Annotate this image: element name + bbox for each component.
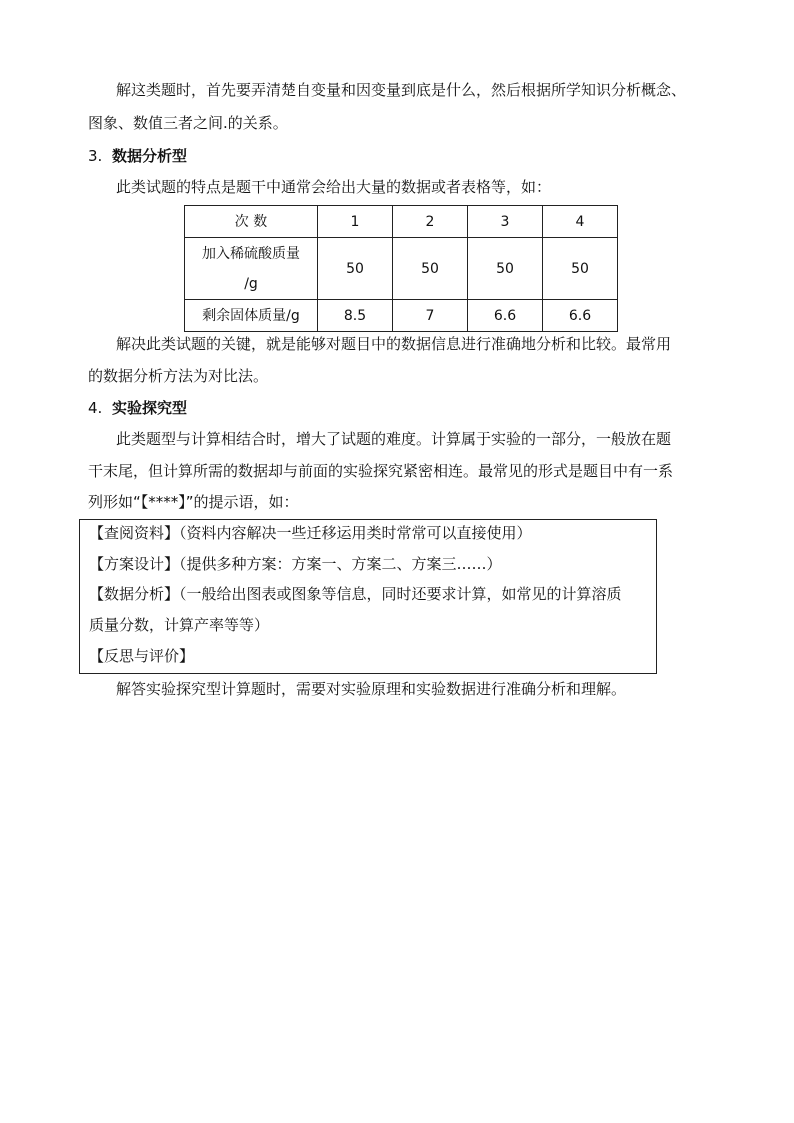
table-cell: 次 数: [185, 206, 318, 238]
table-row: [185, 206, 618, 238]
section-heading-3: [88, 146, 187, 166]
table-cell: 6.6: [543, 300, 618, 332]
section-number: 3.: [88, 147, 103, 165]
table-cell: 50: [468, 238, 543, 300]
table-cell: 2: [393, 206, 468, 238]
paragraph-5: 解答实验探究型计算题时，需要对实验原理和实验数据进行准确分析和理解。: [116, 680, 627, 698]
hint-box: [79, 519, 657, 674]
row-label-line: 加入稀硫酸质量: [202, 245, 300, 262]
table-cell: 7: [393, 300, 468, 332]
paragraph-4-line-3: 列形如“【****】”的提示语，如：: [88, 493, 299, 511]
paragraph-4-line-2: 干末尾，但计算所需的数据却与前面的实验探究紧密相连。最常见的形式是题目中有一系: [88, 462, 674, 480]
table-cell: 6.6: [468, 300, 543, 332]
table-row: [185, 300, 618, 332]
data-table: [184, 205, 618, 332]
paragraph-2: 此类试题的特点是题干中通常会给出大量的数据或者表格等，如：: [116, 178, 552, 196]
table-cell: 50: [393, 238, 468, 300]
table-cell: 剩余固体质量/g: [185, 300, 318, 332]
hint-line-analysis-cont: 质量分数，计算产率等等）: [89, 616, 270, 634]
table-row: [185, 238, 618, 300]
paragraph-4-line-1: 此类题型与计算相结合时，增大了试题的难度。计算属于实验的一部分，一般放在题: [116, 430, 672, 448]
table-cell: 3: [468, 206, 543, 238]
paragraph-3-line-1: 解决此类试题的关键，就是能够对题目中的数据信息进行准确地分析和比较。最常用: [116, 335, 672, 353]
hint-line-plan: 【方案设计】（提供多种方案：方案一、方案二、方案三……）: [89, 555, 502, 573]
section-number: 4.: [88, 399, 103, 417]
hint-line-reflection: 【反思与评价】: [89, 647, 195, 665]
paragraph-1-line-1: 解这类题时，首先要弄清楚自变量和因变量到底是什么，然后根据所学知识分析概念、: [116, 81, 687, 99]
paragraph-1-line-2: 图象、数值三者之间.的关系。: [88, 114, 288, 132]
table-cell: 1: [318, 206, 393, 238]
table-cell: 50: [543, 238, 618, 300]
section-heading-4: [88, 398, 187, 418]
table-cell: 50: [318, 238, 393, 300]
section-title: 实验探究型: [112, 399, 188, 417]
table-cell: 4: [543, 206, 618, 238]
hint-line-research: 【查阅资料】（资料内容解决一些迁移运用类时常常可以直接使用）: [89, 524, 532, 542]
hint-line-analysis: 【数据分析】（一般给出图表或图象等信息，同时还要求计算，如常见的计算溶质: [89, 585, 622, 603]
row-label-line: /g: [244, 275, 258, 292]
section-title: 数据分析型: [112, 147, 188, 165]
table-cell: [185, 238, 318, 300]
paragraph-3-line-2: 的数据分析方法为对比法。: [88, 367, 269, 385]
table-cell: 8.5: [318, 300, 393, 332]
